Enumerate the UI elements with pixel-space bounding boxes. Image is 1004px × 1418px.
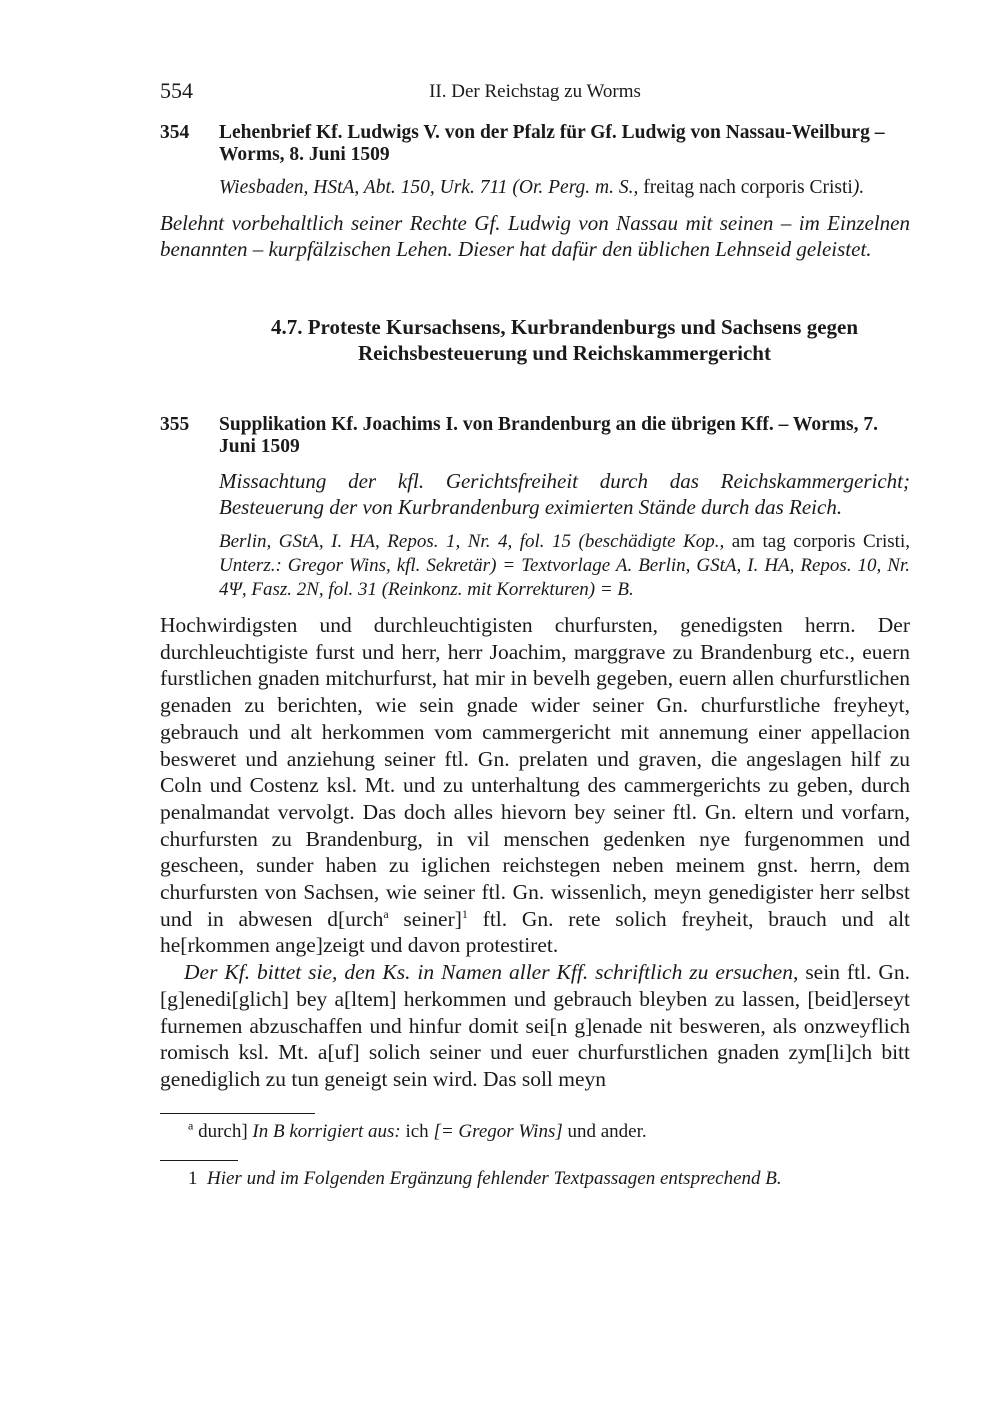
document-354 [160, 122, 910, 262]
footnote-lemma: durch] [193, 1120, 253, 1142]
page [160, 78, 910, 1191]
source-close: ). [852, 177, 865, 198]
document-title: Supplikation Kf. Joachims I. von Brandenburg an die übrigen Kff. – Worms, 7. Juni 1509 [219, 414, 878, 457]
document-354-heading [160, 122, 910, 166]
source-date: am tag corporis Cristi, [724, 531, 910, 552]
document-number: 354 [160, 122, 190, 143]
paragraph-2-summary: Der Kf. bittet sie, den Ks. in Namen aller Kff. schriftlich zu ersuchen, [184, 960, 799, 985]
document-355 [160, 414, 910, 602]
section-heading [219, 314, 910, 366]
footnote-ref-1: 1 [461, 906, 468, 921]
footnote-italic: In B korrigiert aus: [252, 1120, 401, 1142]
footnote-ref-a: a [383, 906, 389, 921]
paragraph-2-text: sein ftl. Gn. [g]enedi[glich] bey a[ltem] herkommen und gebrauch bleyben zu lassen, [beid]erseyt furnemen abzuschaffen und hinfur domit sei[n g]enade nit besweren, als onzweyflich romisch ksl. Mt. a[uf] solich seiner und euer churfurstlichen gnaden zym[li]ch bitt genediglich zu tun geneigt sein wird. Das soll meyn [160, 960, 910, 1091]
footnote-marker: 1 [188, 1167, 198, 1189]
paragraph-1-text-c: ftl. Gn. rete solich freyheit, brauch und alt he[rkommen ange]zeigt und davon protestiret. [160, 906, 911, 958]
footnote-divider [160, 1113, 315, 1114]
paragraph-2 [160, 959, 910, 1093]
footnote-marker: a [188, 1118, 194, 1133]
source-archive-a: Berlin, GStA, I. HA, Repos. 1, Nr. 4, fol. 15 (beschädigte Kop., [219, 531, 725, 552]
document-title: Lehenbrief Kf. Ludwigs V. von der Pfalz für Gf. Ludwig von Nassau-Weilburg – Worms, 8. Juni 1509 [219, 122, 885, 165]
source-note [219, 530, 910, 602]
footnote-a [160, 1120, 910, 1144]
section-heading-line-1: 4.7. Proteste Kursachsens, Kurbrandenburgs und Sachsens gegen [270, 315, 859, 339]
footnote-text: Hier und im Folgenden Ergänzung fehlender Textpassagen entsprechend B. [207, 1167, 782, 1189]
document-355-heading [160, 414, 910, 458]
source-archive: Wiesbaden, HStA, Abt. 150, Urk. 711 (Or. Perg. m. S., [219, 177, 639, 198]
paragraph-1-text-b: seiner] [388, 906, 462, 931]
main-text [160, 612, 910, 1093]
footnote-italic: [= Gregor Wins] [433, 1120, 563, 1142]
document-number: 355 [160, 414, 190, 435]
paragraph-1 [160, 612, 910, 959]
regest: Missachtung der kfl. Gerichtsfreiheit durch das Reichskammergericht; Besteuerung der von Kurbrandenburg eximierten Stände durch das Reich. [219, 469, 910, 519]
running-title: II. Der Reichstag zu Worms [429, 81, 641, 102]
footnote-text: ich [400, 1120, 434, 1142]
page-number: 554 [160, 78, 193, 103]
footnote-text: und ander. [562, 1120, 647, 1142]
source-archive-b: Unterz.: Gregor Wins, kfl. Sekretär) = Textvorlage A. Berlin, GStA, I. HA, Repos. 10, Nr. 4Ψ, Fasz. 2N, fol. 31 (Reinkonz. mit Korrekturen) = B. [219, 555, 910, 600]
source-date: freitag nach corporis Cristi [638, 177, 853, 198]
paragraph-1-text-a: Hochwirdigsten und durchleuchtigisten churfursten, genedigsten herrn. Der durchleuchtigiste furst und herr, herr Joachim, marggrave zu Brandenburg etc., euern furstlichen gnaden mitchurfurst, hat mir in bevelh gegeben, euern allen churfurstlichen genaden zu berichten, wie sein gnade wider seiner Gn. churfurstliche freyheyt, gebrauch und alt herkommen vom cammergericht mit annemung einer appellacion besweret und anziehung seiner ftl. Gn. prelaten und graven, die angeslagen hilf zu Coln und Costenz ksl. Mt. und zu unterhaltung des cammergerichts zu geben, durch penalmandat vervolgt. Das doch alles hievorn bey seiner ftl. Gn. eltern und vorfarn, churfursten zu Brandenburg, in vil menschen gedenken nye furgenommen und gescheen, sunder haben zu iglichen reichstegen neben meinem gnst. herrn, dem churfursten von Sachsen, wie seiner ftl. Gn. wissenlich, meyn genedigister herr selbst und in abwesen d[urch [160, 613, 910, 931]
running-head [160, 78, 910, 108]
section-heading-line-2: Reichsbesteuerung und Reichskammergericht [358, 341, 771, 365]
footnote-divider [160, 1160, 238, 1161]
regest: Belehnt vorbehaltlich seiner Rechte Gf. Ludwig von Nassau mit seinen – im Einzelnen benannten – kurpfälzischen Lehen. Dieser hat dafür den üblichen Lehnseid geleistet. [160, 211, 910, 261]
source-note [219, 176, 910, 200]
footnote-1 [160, 1167, 910, 1191]
